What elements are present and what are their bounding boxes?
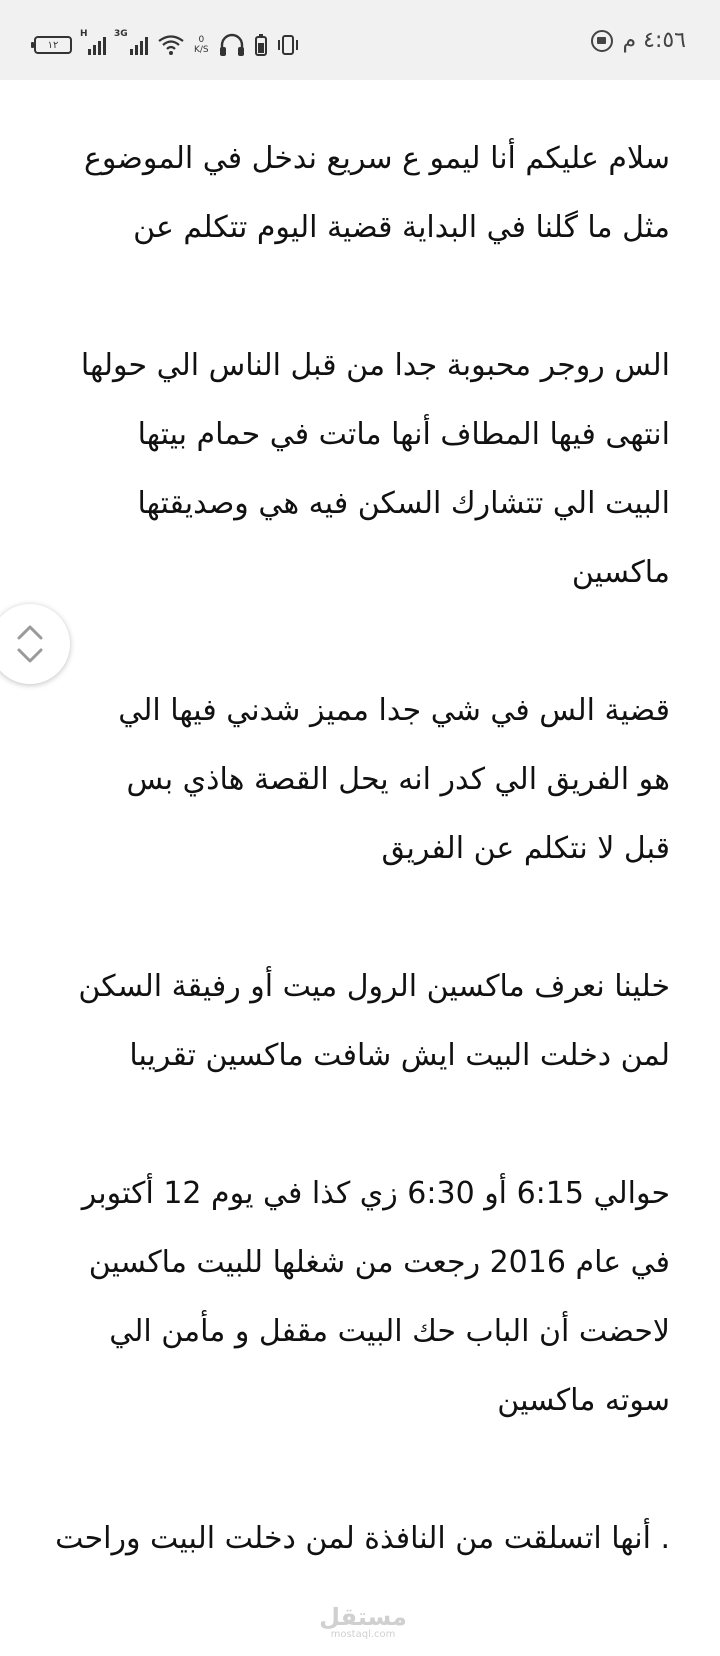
article-line: في عام 2016 رجعت من شغلها للبيت ماكسين [88,1245,670,1280]
article-paragraph [40,1518,670,1587]
signal-type-label: H [80,29,88,39]
battery-level: ١٢ [47,39,59,51]
headphones-icon [219,33,245,57]
watermark-sub: mostaql.com [330,1629,396,1640]
watermark-main: مستقل [319,1603,407,1631]
article-line: مثل ما گلنا في البداية قضية اليوم تتكلم عن [133,210,670,245]
signal-type-label: 3G [114,29,128,39]
battery-icon [34,36,72,54]
article-paragraph [40,966,670,1104]
article-body [40,138,670,1656]
article-line: انتهى فيها المطاف أنها ماتت في حمام بيتها [137,417,670,452]
vibrate-icon [277,34,299,56]
status-right [591,28,687,53]
scroll-up-down-icon [15,622,45,666]
article-line: ماكسين [571,555,670,590]
article-paragraph [40,345,670,621]
article-line: سلام عليكم أنا ليمو ع سريع ندخل في الموضوع [84,141,670,176]
article-line: قضية الس في شي جدا مميز شدني فيها الي [118,693,670,728]
network-speed-icon [194,35,209,55]
signal-icon [80,29,106,55]
article-line: البيت الي تتشارك السكن فيه هي وصديقتها [137,486,670,521]
article-paragraph [40,1173,670,1449]
battery-small-icon [255,34,267,56]
article-paragraph [40,138,670,276]
article-line: هو الفريق الي كدر انه يحل القصة هاذي بس [126,762,670,797]
article-line: قبل لا نتكلم عن الفريق [381,831,670,866]
watermark-logo [318,1604,408,1640]
article-line: لاحضت أن الباب حك البيت مقفل و مأمن الي [109,1314,670,1349]
article-line: حوالي 6:15 أو 6:30 زي كذا في يوم 12 أكتوبر [81,1176,670,1211]
network-speed-value: 0 [198,35,205,45]
status-bar [0,0,720,80]
article-line: . أنها اتسلقت من النافذة لمن دخلت البيت وراحت [55,1521,670,1556]
status-icons-left [34,30,299,60]
article-line: خلينا نعرف ماكسين الرول ميت أو رفيقة السكن [78,969,670,1004]
network-speed-unit: K/S [194,45,209,55]
article-paragraph [40,690,670,897]
wifi-icon [158,35,184,55]
article-line: لمن دخلت البيت ايش شافت ماكسين تقريبا [129,1038,670,1073]
signal-3g-icon [114,29,148,55]
clock: ٤:٥٦ م [622,28,686,53]
article-line: الس روجر محبوبة جدا من قبل الناس الي حولها [80,348,670,383]
article-line: سوته ماكسين [497,1383,670,1418]
screen-record-icon [591,30,613,52]
article-view[interactable] [0,80,720,1640]
